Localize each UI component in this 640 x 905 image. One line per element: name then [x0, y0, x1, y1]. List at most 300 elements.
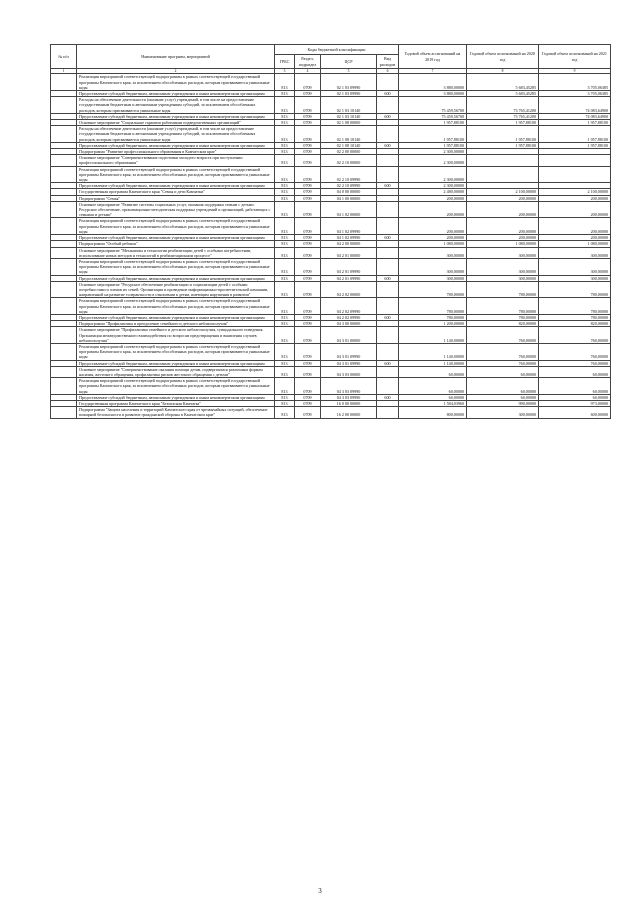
- row-csr: 02 1 03 10140: [321, 97, 377, 114]
- row-razdel: 0709: [295, 183, 321, 189]
- row-csr: 04 3 00 00000: [321, 321, 377, 327]
- column-number: 9: [539, 69, 611, 74]
- row-amount-2021: [539, 155, 611, 166]
- row-amount-2020: 60,00000: [467, 378, 539, 395]
- row-amount-2019: 1 957,88100: [399, 142, 467, 148]
- row-amount-2020: 2 100,00000: [467, 189, 539, 195]
- row-name: Предоставление субсидий бюджетным, автономным учреждениям и иным некоммерческим организациям: [77, 314, 275, 320]
- row-grbs: 813: [275, 155, 295, 166]
- row-grbs: 813: [275, 378, 295, 395]
- row-csr: 02 2 10 00000: [321, 155, 377, 166]
- row-csr: 02 1 03 10140: [321, 113, 377, 119]
- row-razdel: 0709: [295, 241, 321, 247]
- row-grbs: 813: [275, 241, 295, 247]
- row-number: [51, 343, 77, 360]
- row-amount-2020: 60,00000: [467, 394, 539, 400]
- row-razdel: 0709: [295, 281, 321, 298]
- header-2020: Годовой объем ассигнований на 2020 год: [467, 45, 539, 69]
- row-number: [51, 366, 77, 377]
- row-amount-2021: 74 083,64900: [539, 97, 611, 114]
- row-amount-2020: [467, 155, 539, 166]
- row-amount-2021: 200,00000: [539, 201, 611, 218]
- row-name: Подпрограмма "Развитие профессионального образования в Камчатском крае": [77, 149, 275, 155]
- row-vr: [377, 126, 399, 143]
- row-razdel: 0709: [295, 235, 321, 241]
- row-razdel: 0709: [295, 314, 321, 320]
- row-csr: 04 3 01 00000: [321, 327, 377, 344]
- row-amount-2019: 200,00000: [399, 195, 467, 201]
- row-vr: [377, 201, 399, 218]
- row-razdel: 0709: [295, 166, 321, 183]
- row-razdel: 0709: [295, 91, 321, 97]
- table-row: [51, 155, 611, 166]
- row-razdel: 0709: [295, 201, 321, 218]
- row-grbs: 813: [275, 126, 295, 143]
- table-row: [51, 166, 611, 183]
- row-amount-2021: 200,00000: [539, 218, 611, 235]
- row-amount-2019: 200,00000: [399, 218, 467, 235]
- row-vr: 600: [377, 91, 399, 97]
- row-razdel: 0709: [295, 149, 321, 155]
- row-csr: 02 2 10 09990: [321, 183, 377, 189]
- row-amount-2020: 760,00000: [467, 343, 539, 360]
- row-csr: 04 1 02 09990: [321, 235, 377, 241]
- row-name: Реализация мероприятий соответствующей подпрограммы в рамках соответствующей государственной программы Камчатского края, за исключением обособленных расходов, которым присваиваются уникальные коды: [77, 343, 275, 360]
- page-number: 3: [318, 887, 322, 895]
- row-razdel: 0709: [295, 113, 321, 119]
- row-amount-2021: 1 957,88100: [539, 142, 611, 148]
- row-grbs: 813: [275, 321, 295, 327]
- column-number: 6: [377, 69, 399, 74]
- row-csr: 04 2 00 00000: [321, 241, 377, 247]
- row-amount-2021: 2 100,00000: [539, 189, 611, 195]
- row-csr: 02 1 03 09990: [321, 91, 377, 97]
- row-amount-2021: 200,00000: [539, 195, 611, 201]
- table-row: [51, 201, 611, 218]
- row-vr: 600: [377, 113, 399, 119]
- row-razdel: 0709: [295, 97, 321, 114]
- row-amount-2021: 60,00000: [539, 366, 611, 377]
- row-vr: [377, 97, 399, 114]
- row-amount-2019: 800,00000: [399, 407, 467, 418]
- row-name: Предоставление субсидий бюджетным, автономным учреждениям и иным некоммерческим организациям: [77, 235, 275, 241]
- row-vr: [377, 258, 399, 275]
- row-amount-2020: 300,00000: [467, 247, 539, 258]
- column-number: 3: [275, 69, 295, 74]
- row-number: [51, 166, 77, 183]
- row-name: Предоставление субсидий бюджетным, автономным учреждениям и иным некоммерческим организациям: [77, 360, 275, 366]
- row-razdel: 0709: [295, 298, 321, 315]
- row-amount-2019: 780,00000: [399, 281, 467, 298]
- row-razdel: 0709: [295, 120, 321, 126]
- row-amount-2019: 1 200,00000: [399, 321, 467, 327]
- row-amount-2020: 1 080,00000: [467, 241, 539, 247]
- row-number: [51, 155, 77, 166]
- row-razdel: 0709: [295, 394, 321, 400]
- row-amount-2019: 3 880,00000: [399, 74, 467, 91]
- row-amount-2020: 1 957,88100: [467, 126, 539, 143]
- row-amount-2021: 1 080,00000: [539, 241, 611, 247]
- row-amount-2020: 200,00000: [467, 195, 539, 201]
- row-number: [51, 126, 77, 143]
- row-amount-2019: 1 080,00000: [399, 241, 467, 247]
- row-razdel: 0709: [295, 126, 321, 143]
- row-name: Реализация мероприятий соответствующей подпрограммы в рамках соответствующей государственной программы Камчатского края, за исключением обособленных расходов, которым присваиваются уникальные коды: [77, 378, 275, 395]
- column-number: 1: [51, 69, 77, 74]
- table-row: [51, 407, 611, 418]
- row-grbs: 813: [275, 189, 295, 195]
- row-name: Подпрограмма "Особый ребенок": [77, 241, 275, 247]
- row-name: Основное мероприятие "Ресурсное обеспечение реабилитации и социализации детей с особыми потребностями и членов их семей. Организация и проведение информационно-просветительской кампании, направленной на развитие толерантности в отношении к детям, имеющим нарушения в развитии": [77, 281, 275, 298]
- table-row: [51, 327, 611, 344]
- row-amount-2021: 1 957,88100: [539, 120, 611, 126]
- table-row: [51, 218, 611, 235]
- header-grbs: ГРБС: [275, 55, 295, 69]
- row-csr: 04 2 02 09990: [321, 298, 377, 315]
- table-row: [51, 298, 611, 315]
- header-csr: ЦСР: [321, 55, 377, 69]
- row-grbs: 813: [275, 394, 295, 400]
- header-no: № п/п: [51, 45, 77, 69]
- row-amount-2021: 600,00000: [539, 407, 611, 418]
- row-amount-2021: 820,00000: [539, 321, 611, 327]
- row-amount-2021: 60,00000: [539, 378, 611, 395]
- header-vr: Вид расходов: [377, 55, 399, 69]
- row-amount-2020: 5 683,45285: [467, 91, 539, 97]
- row-razdel: 0709: [295, 247, 321, 258]
- table-row: [51, 74, 611, 91]
- row-grbs: 813: [275, 120, 295, 126]
- row-amount-2021: 760,00000: [539, 327, 611, 344]
- row-razdel: 0709: [295, 218, 321, 235]
- row-amount-2019: 1 957,88100: [399, 120, 467, 126]
- row-csr: 02 1 08 00000: [321, 120, 377, 126]
- row-number: [51, 258, 77, 275]
- row-name: Государственная программа Камчатского края "Безопасная Камчатка": [77, 400, 275, 406]
- row-amount-2020: 60,00000: [467, 366, 539, 377]
- row-amount-2019: 200,00000: [399, 201, 467, 218]
- table-row: [51, 247, 611, 258]
- row-amount-2020: 780,00000: [467, 281, 539, 298]
- row-amount-2019: 780,00000: [399, 314, 467, 320]
- row-csr: 04 1 00 00000: [321, 195, 377, 201]
- document-sheet: [50, 44, 610, 419]
- row-razdel: 0709: [295, 258, 321, 275]
- row-amount-2019: 1 140,00000: [399, 327, 467, 344]
- row-razdel: 0709: [295, 74, 321, 91]
- row-grbs: 813: [275, 314, 295, 320]
- row-amount-2019: 1 140,00000: [399, 360, 467, 366]
- row-grbs: 813: [275, 275, 295, 281]
- row-grbs: 813: [275, 195, 295, 201]
- row-vr: 600: [377, 142, 399, 148]
- row-amount-2020: 300,00000: [467, 258, 539, 275]
- row-amount-2021: [539, 166, 611, 183]
- header-razdel: Раздел, подраздел: [295, 55, 321, 69]
- row-razdel: 0709: [295, 360, 321, 366]
- row-amount-2020: 5 683,45285: [467, 74, 539, 91]
- row-csr: 02 2 00 00000: [321, 149, 377, 155]
- row-amount-2019: 300,00000: [399, 275, 467, 281]
- row-name: Предоставление субсидий бюджетным, автономным учреждениям и иным некоммерческим организациям: [77, 394, 275, 400]
- row-amount-2020: 760,00000: [467, 360, 539, 366]
- row-name: Государственная программа Камчатского края "Семья и дети Камчатки": [77, 189, 275, 195]
- row-number: [51, 74, 77, 91]
- row-vr: [377, 366, 399, 377]
- row-name: Предоставление субсидий бюджетным, автономным учреждениям и иным некоммерческим организациям: [77, 91, 275, 97]
- row-amount-2019: 60,00000: [399, 378, 467, 395]
- row-vr: [377, 74, 399, 91]
- row-number: [51, 327, 77, 344]
- row-csr: 04 2 01 09990: [321, 275, 377, 281]
- row-amount-2019: 60,00000: [399, 366, 467, 377]
- row-number: [51, 218, 77, 235]
- row-number: [51, 97, 77, 114]
- row-vr: 600: [377, 394, 399, 400]
- table-row: [51, 378, 611, 395]
- row-amount-2020: 73 765,41200: [467, 113, 539, 119]
- header-2021: Годовой объем ассигнований на 2021 год: [539, 45, 611, 69]
- row-grbs: 813: [275, 281, 295, 298]
- row-csr: 04 2 02 09990: [321, 314, 377, 320]
- row-amount-2019: 300,00000: [399, 258, 467, 275]
- row-amount-2021: 3 705,06385: [539, 74, 611, 91]
- table-body: [51, 74, 611, 418]
- row-amount-2019: 60,00000: [399, 394, 467, 400]
- row-amount-2019: 2 300,00000: [399, 155, 467, 166]
- row-razdel: 0709: [295, 400, 321, 406]
- row-amount-2020: 990,00000: [467, 400, 539, 406]
- row-number: [51, 281, 77, 298]
- row-name: Реализация мероприятий соответствующей подпрограммы в рамках соответствующей государственной программы Камчатского края, за исключением обособленных расходов, которым присваиваются уникальные коды: [77, 166, 275, 183]
- row-vr: [377, 407, 399, 418]
- row-name: Основное мероприятие "Профилактика семейного и детского неблагополучия, суицидального поведения. Организация межведомственного взаимодействия по вопросам предотвращения и выявления случаев неблагополучия": [77, 327, 275, 344]
- header-2019: Годовой объем ассигнований на 2019 год: [399, 45, 467, 69]
- row-csr: 04 2 01 09990: [321, 258, 377, 275]
- row-amount-2020: [467, 166, 539, 183]
- row-csr: 02 1 08 10140: [321, 142, 377, 148]
- row-vr: [377, 155, 399, 166]
- row-grbs: 813: [275, 201, 295, 218]
- row-grbs: 813: [275, 400, 295, 406]
- row-vr: 600: [377, 360, 399, 366]
- row-amount-2021: 760,00000: [539, 360, 611, 366]
- column-number: 8: [467, 69, 539, 74]
- row-amount-2019: 75 459,56700: [399, 97, 467, 114]
- row-amount-2021: 780,00000: [539, 281, 611, 298]
- row-amount-2019: 300,00000: [399, 247, 467, 258]
- row-razdel: 0709: [295, 378, 321, 395]
- row-name: Предоставление субсидий бюджетным, автономным учреждениям и иным некоммерческим организациям: [77, 113, 275, 119]
- row-razdel: 0709: [295, 343, 321, 360]
- row-csr: 04 3 01 09990: [321, 360, 377, 366]
- row-grbs: 813: [275, 166, 295, 183]
- row-vr: 600: [377, 275, 399, 281]
- row-amount-2020: 300,00000: [467, 407, 539, 418]
- row-amount-2020: 200,00000: [467, 201, 539, 218]
- row-csr: 04 3 01 09990: [321, 343, 377, 360]
- row-amount-2020: 300,00000: [467, 275, 539, 281]
- row-amount-2021: 3 705,06385: [539, 91, 611, 97]
- row-amount-2020: 780,00000: [467, 298, 539, 315]
- table-row: [51, 366, 611, 377]
- table-row: [51, 126, 611, 143]
- row-grbs: 813: [275, 258, 295, 275]
- row-vr: [377, 218, 399, 235]
- row-grbs: 813: [275, 366, 295, 377]
- row-vr: [377, 327, 399, 344]
- row-amount-2019: 2 480,00000: [399, 189, 467, 195]
- row-csr: 02 2 10 09990: [321, 166, 377, 183]
- row-grbs: 813: [275, 327, 295, 344]
- row-amount-2021: 780,00000: [539, 298, 611, 315]
- row-name: Подпрограмма "Профилактика и преодоление семейного и детского неблагополучия": [77, 321, 275, 327]
- row-amount-2019: 780,00000: [399, 298, 467, 315]
- row-grbs: 813: [275, 183, 295, 189]
- row-grbs: 813: [275, 298, 295, 315]
- row-csr: 16 2 00 00000: [321, 407, 377, 418]
- table-row: [51, 281, 611, 298]
- row-amount-2019: 1 957,88100: [399, 126, 467, 143]
- row-grbs: 813: [275, 407, 295, 418]
- column-number: 5: [321, 69, 377, 74]
- row-vr: [377, 166, 399, 183]
- row-razdel: 0709: [295, 155, 321, 166]
- row-razdel: 0709: [295, 407, 321, 418]
- column-number: 2: [77, 69, 275, 74]
- row-csr: 04 2 02 00000: [321, 281, 377, 298]
- row-grbs: 813: [275, 74, 295, 91]
- row-amount-2021: 973,00000: [539, 400, 611, 406]
- row-grbs: 813: [275, 142, 295, 148]
- row-csr: 02 1 03 09990: [321, 74, 377, 91]
- row-name: Основное мероприятие "Совершенствование оказания помощи детям, подвергшимся различным формам насилия, жестокого обращения, профилактика рисков жестокого обращения с детьми": [77, 366, 275, 377]
- row-number: [51, 407, 77, 418]
- row-razdel: 0709: [295, 189, 321, 195]
- row-amount-2021: 1 957,88100: [539, 126, 611, 143]
- row-grbs: 813: [275, 218, 295, 235]
- row-amount-2019: 2 300,00000: [399, 149, 467, 155]
- row-csr: 04 2 01 00000: [321, 247, 377, 258]
- row-amount-2021: 300,00000: [539, 275, 611, 281]
- row-csr: 04 3 03 09990: [321, 378, 377, 395]
- row-csr: 04 1 02 09990: [321, 218, 377, 235]
- row-razdel: 0709: [295, 275, 321, 281]
- column-number: 4: [295, 69, 321, 74]
- row-amount-2020: 1 957,88100: [467, 142, 539, 148]
- table-row: [51, 343, 611, 360]
- row-amount-2021: 300,00000: [539, 258, 611, 275]
- row-csr: 04 3 03 00000: [321, 366, 377, 377]
- row-amount-2021: 780,00000: [539, 314, 611, 320]
- row-name: Основное мероприятие "Совершенствование подготовки молодого возраста при поступлении профессионального образования": [77, 155, 275, 166]
- row-name: Расходы на обеспечение деятельности (оказание услуг) учреждений, в том числе на предоставление государственным бюджетным и автономным учреждениям субсидий, за исключением обособленных расходов, которым присваиваются уникальные коды: [77, 97, 275, 114]
- table-row: [51, 258, 611, 275]
- row-amount-2020: 1 957,88100: [467, 120, 539, 126]
- table-row: [51, 97, 611, 114]
- row-vr: [377, 281, 399, 298]
- row-grbs: 813: [275, 149, 295, 155]
- row-csr: 16 0 00 00000: [321, 400, 377, 406]
- row-name: Подпрограмма "Семья": [77, 195, 275, 201]
- row-number: [51, 247, 77, 258]
- row-grbs: 813: [275, 97, 295, 114]
- row-csr: 04 0 00 00000: [321, 189, 377, 195]
- row-name: Основное мероприятие "Механизмы и технологии реабилитации детей с особыми потребностями, использование новых методов и технологий в реабилитационном процессе": [77, 247, 275, 258]
- row-name: Реализация мероприятий соответствующей подпрограммы в рамках соответствующей государственной программы Камчатского края, за исключением обособленных расходов, которым присваиваются уникальные коды: [77, 218, 275, 235]
- row-grbs: 813: [275, 360, 295, 366]
- row-amount-2021: 74 083,64900: [539, 113, 611, 119]
- row-amount-2020: 200,00000: [467, 218, 539, 235]
- row-name: Предоставление субсидий бюджетным, автономным учреждениям и иным некоммерческим организациям: [77, 275, 275, 281]
- row-name: Реализация мероприятий соответствующей подпрограммы в рамках соответствующей государственной программы Камчатского края, за исключением обособленных расходов, которым присваиваются уникальные коды: [77, 74, 275, 91]
- row-amount-2019: 1 140,00000: [399, 343, 467, 360]
- row-vr: [377, 378, 399, 395]
- row-csr: 04 3 03 09990: [321, 394, 377, 400]
- row-razdel: 0709: [295, 321, 321, 327]
- row-amount-2020: 780,00000: [467, 314, 539, 320]
- row-amount-2019: 2 300,00000: [399, 166, 467, 183]
- row-amount-2021: 300,00000: [539, 247, 611, 258]
- row-vr: 600: [377, 314, 399, 320]
- row-amount-2019: 3 880,00000: [399, 91, 467, 97]
- row-razdel: 0709: [295, 142, 321, 148]
- header-codes-group: Коды бюджетной классификации: [275, 45, 399, 55]
- row-csr: 02 1 08 10140: [321, 126, 377, 143]
- row-vr: 600: [377, 183, 399, 189]
- column-number: 7: [399, 69, 467, 74]
- row-grbs: 813: [275, 235, 295, 241]
- row-amount-2021: 200,00000: [539, 235, 611, 241]
- row-number: [51, 378, 77, 395]
- row-amount-2020: 820,00000: [467, 321, 539, 327]
- row-amount-2019: 1 584,03960: [399, 400, 467, 406]
- row-razdel: 0709: [295, 195, 321, 201]
- row-vr: 600: [377, 235, 399, 241]
- row-amount-2019: 200,00000: [399, 235, 467, 241]
- row-amount-2020: 760,00000: [467, 327, 539, 344]
- row-name: Основное мероприятие "Развитие системы социальных услуг, оказания поддержки семьям с детьми. Ресурсное обеспечение, организационно-методическая поддержка учреждений и организаций, работающих с семьями и детьми": [77, 201, 275, 218]
- row-grbs: 813: [275, 343, 295, 360]
- header-name: Наименование программ, мероприятий: [77, 45, 275, 69]
- row-razdel: 0709: [295, 327, 321, 344]
- row-razdel: 0709: [295, 366, 321, 377]
- row-amount-2019: 75 459,56700: [399, 113, 467, 119]
- row-vr: [377, 247, 399, 258]
- row-vr: [377, 298, 399, 315]
- row-grbs: 813: [275, 113, 295, 119]
- row-amount-2021: 60,00000: [539, 394, 611, 400]
- row-name: Предоставление субсидий бюджетным, автономным учреждениям и иным некоммерческим организациям: [77, 183, 275, 189]
- row-grbs: 813: [275, 91, 295, 97]
- row-csr: 04 1 02 00000: [321, 201, 377, 218]
- row-amount-2020: 73 765,41200: [467, 97, 539, 114]
- row-name: Подпрограмма "Защита населения и территорий Камчатского края от чрезвычайных ситуаций, обеспечение пожарной безопасности и развитие гражданской обороны в Камчатском крае": [77, 407, 275, 418]
- budget-table: [50, 44, 611, 419]
- row-amount-2019: 2 300,00000: [399, 183, 467, 189]
- row-amount-2021: 760,00000: [539, 343, 611, 360]
- row-name: Реализация мероприятий соответствующей подпрограммы в рамках соответствующей государственной программы Камчатского края, за исключением обособленных расходов, которым присваиваются уникальные коды: [77, 298, 275, 315]
- row-name: Основное мероприятие "Социальные гарантии работникам подведомственных организаций": [77, 120, 275, 126]
- row-name: Реализация мероприятий соответствующей подпрограммы в рамках соответствующей государственной программы Камчатского края, за исключением обособленных расходов, которым присваиваются уникальные коды: [77, 258, 275, 275]
- row-vr: [377, 343, 399, 360]
- row-name: Расходы на обеспечение деятельности (оказание услуг) учреждений, в том числе на предоставление государственным бюджетным и автономным учреждениям субсидий, за исключением обособленных расходов, которым присваиваются уникальные коды: [77, 126, 275, 143]
- row-amount-2020: 200,00000: [467, 235, 539, 241]
- row-grbs: 813: [275, 247, 295, 258]
- row-number: [51, 201, 77, 218]
- row-number: [51, 298, 77, 315]
- row-name: Предоставление субсидий бюджетным, автономным учреждениям и иным некоммерческим организациям: [77, 142, 275, 148]
